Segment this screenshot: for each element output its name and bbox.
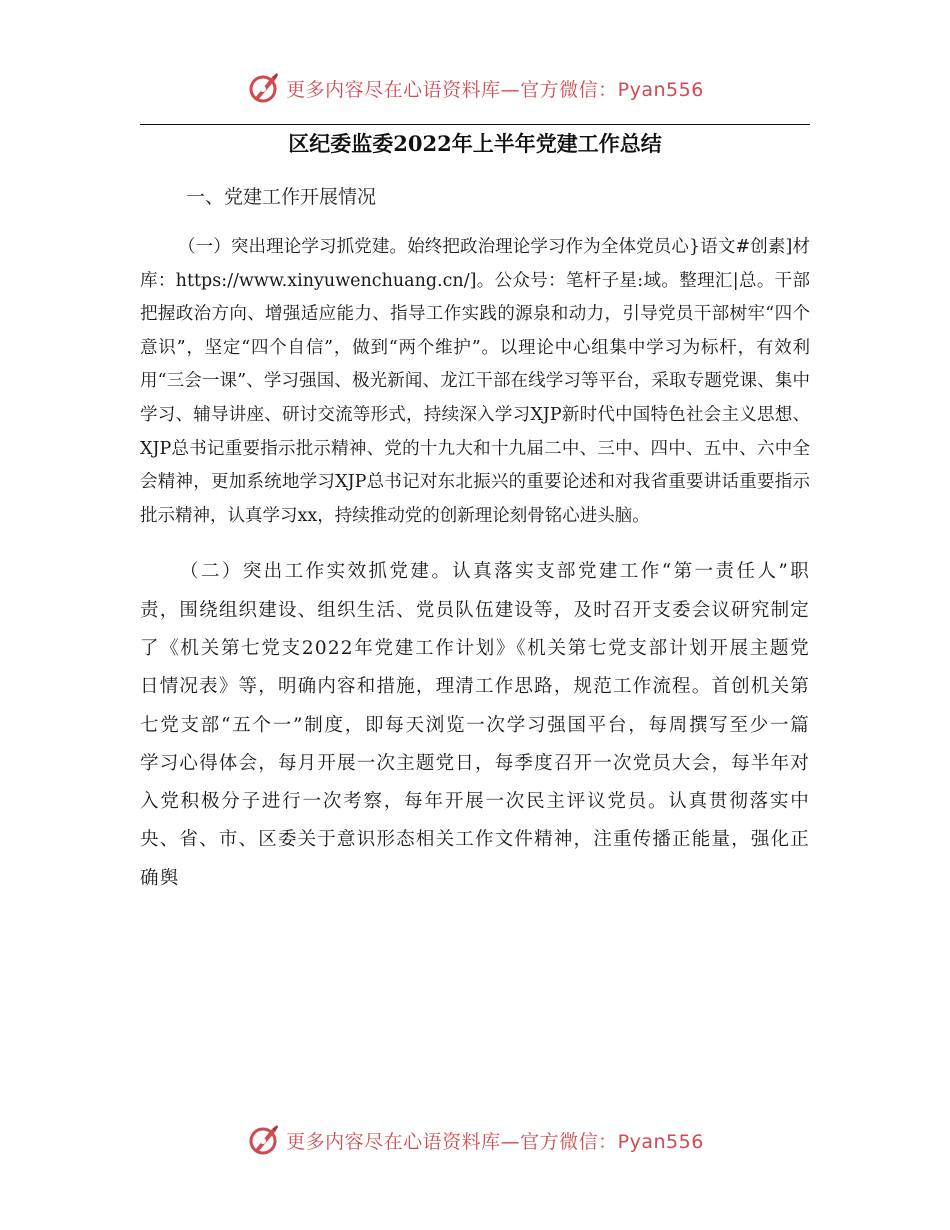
header-watermark-text: 更多内容尽在心语资料库—官方微信：Pyan556 — [286, 78, 704, 101]
section-heading: 一、党建工作开展情况 — [186, 186, 377, 208]
paragraph-theory-study: （一）突出理论学习抓党建。始终把政治理论学习作为全体党员心}语文#创素]材库：https://www.xinyuwenchuang.cn/]。公众号：笔杆子星:域。整理汇|总。干部把握政治方向、增强适应能力、指导工作实践的源泉和动力，引导党员干部树牢“四个意识”，坚定“四个自信”，做到“两个维护”。以理论中心组集中学习为标杆，有效利用“三会一课”、学习强国、极光新闻、龙江干部在线学习等平台，采取专题党课、集中学习、辅导讲座、研讨交流等形式，持续深入学习XJP新时代中国特色社会主义思想、XJP总书记重要指示批示精神、党的十九大和十九届二中、三中、四中、五中、六中全会精神，更加系统地学习XJP总书记对东北振兴的重要论述和对我省重要讲话重要指示批示精神，认真学习xx，持续推动党的创新理论刻骨铭心进头脑。 — [140, 237, 810, 526]
header-divider — [140, 124, 810, 125]
header-watermark-banner — [0, 68, 950, 108]
document-title: 区纪委监委2022年上半年党建工作总结 — [288, 131, 662, 156]
document-body — [140, 178, 810, 898]
paragraph-work-effectiveness: （二）突出工作实效抓党建。认真落实支部党建工作“第一责任人”职责，围绕组织建设、组织生活、党员队伍建设等，及时召开支委会议研究制定了《机关第七党支2022年党建工作计划》《机关第七党支部计划开展主题党日情况表》等，明确内容和措施，理清工作思路，规范工作流程。首创机关第七党支部“五个一”制度，即每天浏览一次学习强国平台，每周撰写至少一篇学习心得体会，每月开展一次主题党日，每季度召开一次党员大会，每半年对入党积极分子进行一次考察，每年开展一次民主评议党员。认真贯彻落实中央、省、市、区委关于意识形态相关工作文件精神，注重传播正能量，强化正确舆 — [140, 561, 810, 889]
pen-logo-icon — [246, 1123, 280, 1157]
footer-watermark-banner — [0, 1120, 950, 1160]
pen-logo-icon — [246, 71, 280, 105]
footer-watermark-text: 更多内容尽在心语资料库—官方微信：Pyan556 — [286, 1130, 704, 1153]
